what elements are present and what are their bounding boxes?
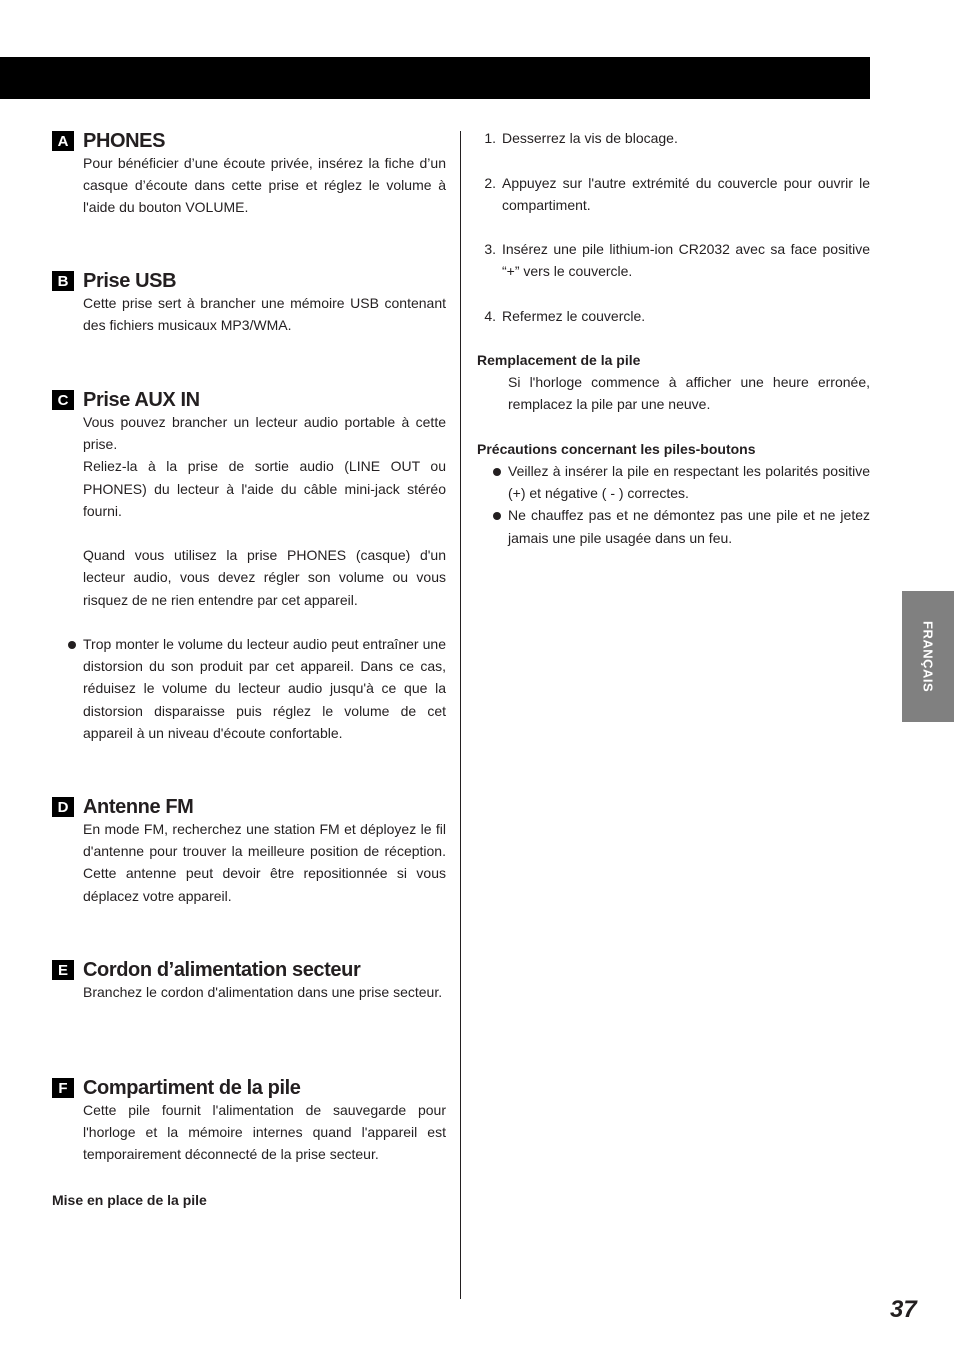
section-letter-badge: B [52,271,74,291]
bullet-item [508,504,870,548]
section-text: Quand vous utilisez la prise PHONES (casque) d'un lecteur audio, vous devez régler son volume ou vous risquez de ne rien entendre par cet appareil. [83,547,446,608]
precautions-heading: Précautions concernant les piles-boutons [477,441,756,457]
section-text: Pour bénéficier d’une écoute privée, insérez la fiche d’un casque d’écoute dans cette prise et réglez le volume à l'aide du bouton VOLUME. [83,155,446,216]
section-text: Cette pile fournit l'alimentation de sauvegarde pour l'horloge et la mémoire internes quand l'appareil est temporairement déconnecté de la prise secteur. [83,1102,446,1163]
section-title: Cordon d’alimentation secteur [83,958,361,981]
section-prise-aux-in [52,389,446,744]
section-phones [52,130,446,219]
section-title: Antenne FM [83,795,194,818]
bullet-icon [477,460,508,504]
section-compartiment-pile [52,1077,446,1166]
mise-en-place-heading: Mise en place de la pile [52,1192,207,1208]
remplacement-text: Si l'horloge commence à afficher une heure erronée, remplacez la pile par une neuve. [508,374,870,413]
section-title: Prise USB [83,269,177,292]
section-text: Cette prise sert à brancher une mémoire USB contenant des fichiers musicaux MP3/WMA. [83,295,446,334]
step-item [477,127,870,149]
section-title: Compartiment de la pile [83,1076,301,1099]
step-text: Desserrez la vis de blocage. [502,130,678,146]
steps-list [477,127,870,149]
section-title: PHONES [83,129,166,152]
steps-list [477,172,870,216]
section-title: Prise AUX IN [83,388,200,411]
bullet-text: Veillez à insérer la pile en respectant les polarités positive (+) et négative ( - ) correctes. [508,463,870,502]
step-text: Appuyez sur l'autre extrémité du couvercle pour ouvrir le compartiment. [502,175,870,214]
section-letter-badge: A [52,131,74,151]
language-tab-label: FRANÇAIS [920,620,936,693]
page-number: 37 [890,1296,917,1323]
step-item [477,172,870,216]
step-item [477,305,870,327]
step-number: 3. [484,241,496,257]
section-antenne-fm [52,796,446,907]
bullet-item [83,633,446,744]
precautions-block [477,438,870,549]
section-text: Reliez-la à la prise de sortie audio (LINE OUT ou PHONES) du lecteur à l'aide du câble mini-jack stéréo fourni. [83,458,446,519]
bullet-icon [477,504,508,548]
section-text: Vous pouvez brancher un lecteur audio portable à cette prise. [83,414,446,453]
section-cordon-alimentation [52,959,446,1003]
section-prise-usb [52,270,446,336]
section-letter-badge: D [52,797,74,817]
step-text: Insérez une pile lithium-ion CR2032 avec sa face positive “+” vers le couvercle. [502,241,870,280]
step-item [477,238,870,282]
bullet-icon [52,633,83,744]
section-text: Branchez le cordon d'alimentation dans une prise secteur. [83,984,443,1000]
step-number: 2. [484,175,496,191]
section-text: En mode FM, recherchez une station FM et déployez le fil d'antenne pour trouver la meilleure position de réception. Cette antenne peut devoir être repositionnée si vous déplacez votre appareil. [83,821,446,904]
header-bar [0,57,870,99]
step-number: 1. [484,130,496,146]
bullet-text: Trop monter le volume du lecteur audio peut entraîner une distorsion du son produit par cet appareil. Dans ce cas, réduisez le volume du lecteur audio jusqu'à ce que la distorsion disparaisse puis réglez le volume de cet appareil à un niveau d'écoute confortable. [83,636,446,741]
section-letter-badge: E [52,960,74,980]
bullet-item [508,460,870,504]
step-text: Refermez le couvercle. [502,308,646,324]
bullet-text: Ne chauffez pas et ne démontez pas une pile et ne jetez jamais une pile usagée dans un feu. [508,507,870,546]
step-number: 4. [484,308,496,324]
language-tab [902,591,954,722]
section-letter-badge: C [52,390,74,410]
remplacement-heading: Remplacement de la pile [477,352,641,368]
steps-list [477,305,870,327]
column-divider [460,131,461,1299]
section-letter-badge: F [52,1078,74,1098]
steps-list [477,238,870,282]
remplacement-block [477,349,870,415]
